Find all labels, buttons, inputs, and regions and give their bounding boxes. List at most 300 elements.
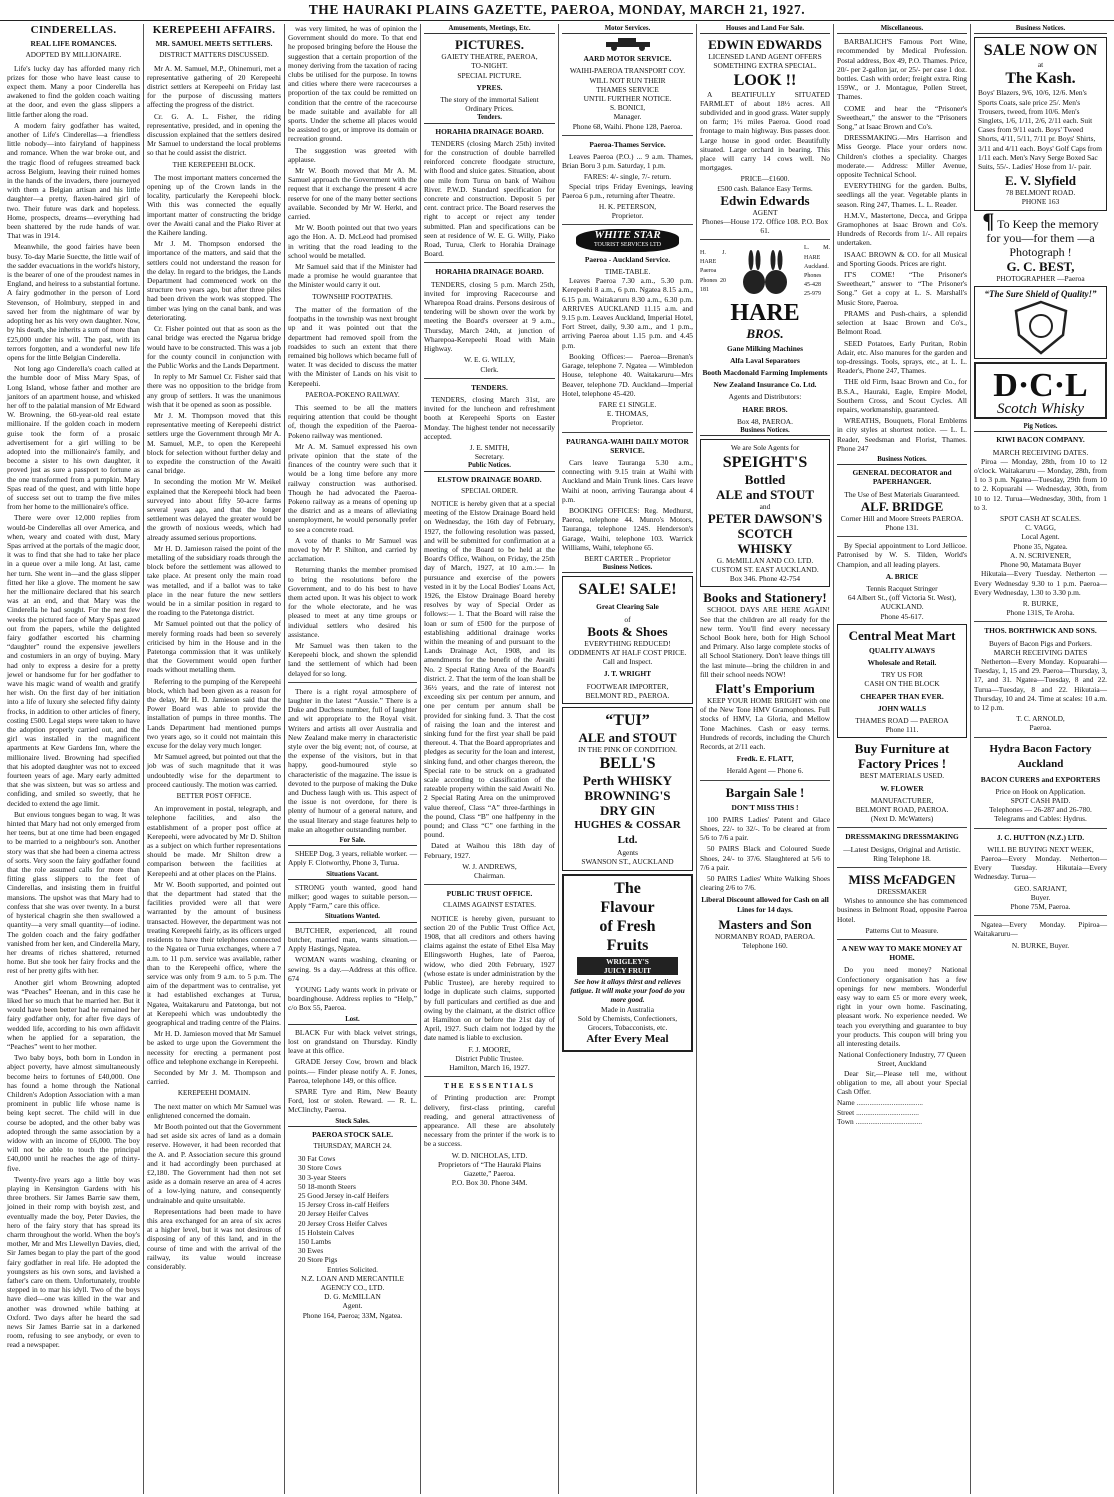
divider [974, 828, 1107, 829]
section-label: Situations Vacant. [288, 870, 417, 880]
hb-line: Alfa Laval Separators [730, 355, 800, 365]
ad-text: WOMAN wants washing, cleaning or sewing. 9s a day.—Address at this office. [288, 955, 417, 974]
hare-icon [734, 248, 796, 296]
borthwick-title: THOS. BORTHWICK AND SONS. [984, 626, 1097, 636]
sale-name: J. T. WRIGHT [603, 669, 652, 679]
divider [837, 827, 967, 828]
decorator-title: GENERAL DECORATOR and PAPERHANGER. [852, 468, 952, 487]
paragraph: Mr H. D. Jamieson moved that Mr Samuel be asked to urge upon the Government the necessity for erecting a permanent post office and telephone exchange in Kerepeehi. [147, 1029, 281, 1066]
sale-of: of [624, 614, 631, 624]
paragraph: Cr. G. A. L. Fisher, the riding representative, presided, and in opening the discussion explained that the settlers desired Mr Samuel to understand the local problems so that he could assist the district. [147, 111, 281, 158]
pt-body: Leaves Paeroa (P.O.) ... 9 a.m. Thames, Brian Boru 3 p.m. Saturday, 1 p.m. [562, 152, 693, 171]
notice-role: District Public Trustee. [455, 1053, 524, 1063]
newway-body: Do you need money? National Confectionery organisation has a few openings for new members. Wonderful easy way to earn £5 or more every week, right in your own home. Fascinating, pleasant work. No experience needed. We teach you everything and guarantee to buy your products. This coupon will bring you all interesting details. [837, 965, 967, 1049]
paragraph: Cr. Fisher pointed out that as soon as the canal bridge was erected the Ngarua bridge would have to be constructed. This was a job for the county council in conjunction with the Public Works and the Lands Department. [147, 324, 281, 370]
paragraph: This seemed to be all the matters requiring attention that could be thought of, though the expedition of the Paeroa-Pokeno railway was mentioned. [288, 402, 417, 440]
hb-line: Gane Milking Machines [727, 343, 803, 353]
column-miscellaneous [834, 24, 971, 1494]
aard-line: WILL NOT RUN THEIR [589, 75, 666, 85]
dcl-sub: Scotch Whisky [996, 401, 1085, 418]
wrigleys-ad [562, 874, 693, 1053]
furniture-title: Buy Furniture at Factory Prices ! [854, 741, 950, 772]
mcfadgen-cut: Patterns Cut to Measure. [865, 925, 939, 935]
printing-body: of Printing production are: Prompt delivery, first-class printing, careful reading, and general attractiveness of appearance. All these are absolutely necessary from the printer if the work is to be a success. [424, 1093, 555, 1149]
hb-line: Booth Macdonald Farming Implements [702, 368, 828, 378]
misc-ad: SEED Potatoes, Early Puritan, Robin Adair, etc. Also manures for the garden and top-dressings. Tools, sprays, etc., at L. L. Reader's, Phone 247, Thames. [837, 338, 967, 376]
section-label: Lost. [288, 1015, 417, 1025]
sp-line: ALE and STOUT [715, 486, 815, 502]
sale-call: Call and Inspect. [602, 657, 653, 667]
sp-addr: CUSTOM ST. EAST AUCKLAND. [711, 564, 819, 574]
wr-brand: WRIGLEY'S [606, 956, 649, 966]
stock-item: 25 Good Jersey in-calf Heifers [298, 1190, 389, 1200]
ws-brand: WHITE STAR [594, 229, 661, 242]
printing-role: Proprietors of “The Hauraki Plains Gazette,” Paeroa. [437, 1159, 542, 1178]
classified-ad: BUTCHER, experienced, all round butcher, married man, wants situation.—Apply Hastings, Ngatea. [288, 925, 417, 954]
newway-title: A NEW WAY TO MAKE MONEY AT HOME. [841, 944, 963, 963]
paragraph: Not long ago Cinderella's coach called at the humble door of Miss Mary Spas, of Long Island, whose father and mother are janitors of an apartment house, and whisked her off to the palatial mansion of Mr Edward W. Browning, the 60-year-old real estate millionaire. If the golden coach in modern guise took the form of a prosaic advertisement for a girl willing to be adopted into the millionaire's family, and become a sister to his own daughter, it proved just as sure a passport to fortune as the one transformed from a pumpkin. Mary Spas read of the quest, and with little hope of success set out to tramp the five miles from her home to the millionaire's office. [7, 364, 140, 512]
browning-sub: DRY GIN [599, 803, 656, 819]
borthwick-body: Netherton—Every Monday. Kopuarahi—Tuesday, 1, 15 and 29. Paeroa—Thursday, 3, 17, and 31. Ngatea—Tuesday, 8 and 22. Turua—Tuesday, 8 and 22. Hikutaia—Thursday, 10 and 24. Time at scales: 10 a.m. to 12 p.m. [974, 656, 1107, 712]
kiwi2-sign: R. BURKE, [1022, 598, 1059, 608]
shield-tag: “The Sure Shield of Quality!” [984, 288, 1097, 299]
aard-line: THAMES SERVICE [596, 84, 659, 94]
sale-odd: ODDMENTS AT HALF COST PRICE. [568, 647, 687, 657]
borthwick-dates: MARCH RECEIVING DATES [993, 647, 1088, 657]
tender-title: HORAHIA DRAINAGE BOARD. [435, 267, 544, 277]
divider [562, 224, 693, 225]
books-title: Books and Stationery! [703, 590, 827, 606]
car-icon [598, 37, 658, 51]
photo-title-text: To Keep the memory for you—for them —a Photograph ! [986, 216, 1099, 259]
masters-name: Masters and Son [718, 916, 812, 932]
divider [562, 432, 693, 433]
flatts-title: Flatt's Emporium [715, 680, 815, 696]
misc-ad: EVERYTHING for the garden. Bulbs, seedlings all the year. Vegetable plants in season. Ring 247, Thames. L. L. Reader. [837, 181, 967, 209]
hc-title: HUGHES & COSSAR Ltd. [574, 819, 681, 847]
ws-body: Leaves Paeroa 7.30 a.m., 5.30 p.m. Kerepeehi 8 a.m., 6 p.m. Ngatea 8.15 a.m., 6.15 p.m. Waitakaruru 8.30 a.m., 6.30 p.m. ARRIVES AUCKLAND 11.15 a.m. and 9.15 p.m. Leaves Auckland, Imperial Hotel, Fort Street, daily, 9.30 a.m., and 1 p.m., arriving Paeroa about 1.15 p.m. and 4.45 p.m. [562, 276, 693, 350]
sp-name: SPEIGHT'S [722, 453, 808, 471]
pilcrow-icon: ¶ [982, 207, 995, 233]
dcl-logo: D·C·L [993, 367, 1088, 405]
divider [424, 262, 555, 263]
hydra-title: Hydra Bacon Factory Auckland [989, 742, 1092, 770]
shield-icon [1011, 299, 1071, 355]
stringer-body: By Special appointment to Lord Jellicoe. Patronised by W. S. Tilden, World's Champion, and all leading players. [837, 541, 967, 569]
photo-role: PHOTOGRAPHER —Paeroa [996, 273, 1085, 283]
sale-sub: Great Clearing Sale [596, 602, 659, 612]
masthead: THE HAURAKI PLAINS GAZETTE, PAEROA, MONDAY, MARCH 21, 1927. [0, 0, 1114, 21]
tui-ad [562, 707, 693, 871]
article-subtitle: REAL LIFE ROMANCES. [30, 39, 117, 49]
sp-line: We are Sole Agents for [730, 443, 800, 453]
pw-body: Cars leave Tauranga 5.30 a.m., connecting with 9.15 train at Waihi with Auckland and Main Trunk lines. Cars leave Waihi at noon, arriving Tauranga about 4 p.m. [562, 457, 693, 504]
paragraph: The matter of the formation of the footpaths in the township was next brought up and it was pointed out that the department had removed spoil from the roadsides to such an extent that there remained big hollows which became full of water. It was decided to discuss the matter with the Minister of Lands on his visit to Kerepeehi. [288, 304, 417, 388]
flower-addr: BELMONT ROAD, PAEROA. [855, 805, 949, 815]
hydra-sub: BACON CURERS and EXPORTERS [980, 774, 1101, 784]
stringer-phone: Phone 45-617. [880, 611, 924, 621]
ws-book: Booking Offices:— Paeroa—Brenan's Garage, telephone 7. Ngatea — Wimbledon House, telephone 40. Waitakaruru—Mrs Beaver, telephone 7D. Auckland—Imperial Hotel, telephone 45-420. [562, 351, 693, 398]
column-continued [285, 24, 421, 1494]
column-business-pigs [971, 24, 1110, 1494]
kash-name: The Kash. [1005, 70, 1076, 88]
gum-pack-icon [577, 957, 678, 975]
hydra-body: Price on Hook on Application. [995, 786, 1086, 796]
paragraph: Mr Samuel was then taken to the Kerepeehi block, and shown the splendid land the settlement of which had been delayed for so long. [288, 641, 417, 678]
paragraph: Life's lucky day has afforded many rich prizes for those who have least cause to expect them. Many a poor Cinderella has awakened to find the golden coach waiting at the door, and even the glass slippers a little farther along the road. [7, 63, 140, 119]
subheading: THE KEREPEEHI BLOCK. [172, 160, 256, 169]
paragraph: Mr J. M. Thompson endorsed the importance of the matters, and said that the settlers could not understand the reason for the delay. In regard to the bridges, the Lands Department had commenced work on the structure two years ago, but after three piles had been driven the work was stopped. The timber was lying on the canal bank, and was deteriorating. [147, 239, 281, 322]
divider [700, 239, 830, 240]
wr-t4: Fruits [606, 936, 649, 954]
article-title: KEREPEEHI AFFAIRS. [152, 24, 276, 36]
divider [288, 682, 417, 683]
look: LOOK !! [733, 71, 797, 89]
last-sign: N. BURKE, Buyer. [1011, 940, 1070, 950]
printing-title: THE ESSENTIALS [443, 1081, 536, 1091]
paragraph: There is a right royal atmosphere of laughter in the latest “Aussie.” There is a Duke and Duchess number, full of laughter and wit appropriate to the Royal visit. Writers and artists all over Australia and New Zealand make merry in characteristic style over the big event; not, of course, at the expense of the visitors, but in that happy, good-humoured style so characteristic of the magazine. The issue is devoted to the purpose of making the Duke and Duchess laugh with us. This aspect of the issue is not overdone, for there is plenty of humour of a general nature, and the usual literary and stage features help to make an altogether outstanding number. [288, 686, 417, 834]
kiwi-body: Piroa — Monday, 28th, from 10 to 12 o'clock. Waitakaruru — Monday, 28th, from 1 to 3 p.m. Ngatea—Tuesday, 29th from 10 to 2. Kopuarahi — Wednesday, 30th, from 10 to 12. Turua—Wednesday, 30th, from 1 to 3. [974, 456, 1107, 512]
stock-item: 20 Jersey Heifer Calves [298, 1209, 369, 1219]
ad-ref: 674 [288, 973, 300, 983]
article-subtitle: DISTRICT MATTERS DISCUSSED. [159, 51, 269, 60]
cm-sub: QUALITY ALWAYS [869, 645, 935, 655]
stock-item: 150 Lambs [298, 1236, 332, 1246]
photo-name: G. C. BEST, [1006, 258, 1075, 274]
hb-left: H. J. HARE Paeroa Phones 20 181 [700, 250, 726, 293]
hare-header [700, 244, 830, 299]
classified-ad: GRADE Jersey Cow, brown and black points.— Finder please notify A. F. Jones, Paeroa, telephone 149, or this office. [288, 1057, 417, 1085]
books-body: SCHOOL DAYS ARE HERE AGAIN! See that the children are all ready for the new term. You'll find every necessary School Book here, both for High School and Primary. Also large complete stocks of all School Stationery. Don't leave things till the last minute—bring the children in and fill their school needs NOW! [700, 605, 830, 679]
newway-co: National Confectionery Industry, 77 Queen Street, Auckland [838, 1050, 966, 1069]
stock-item: 15 Holstein Calves [298, 1227, 355, 1237]
bargain-item: 50 PAIRS Ladies' White Walking Shoes clearing 2/6 to 7/6. [700, 873, 830, 893]
divider [974, 621, 1107, 622]
aard-role: Manager. [613, 112, 642, 122]
sale-reduced: EVERYTHING REDUCED! [584, 638, 671, 648]
flower-name: W. FLOWER [880, 783, 924, 793]
slyfield-phone: PHONE 163 [1021, 197, 1060, 207]
cm-name: JOHN WALLS [877, 703, 927, 713]
section-label: Situations Wanted. [288, 912, 417, 922]
hb-name: HARE BROS. [742, 404, 788, 414]
section-label: Tenders. [424, 113, 555, 123]
mcfadgen-name: MISS McFADGEN [848, 872, 956, 888]
ee2-role: AGENT [752, 207, 778, 217]
divider [424, 1076, 555, 1077]
hutton-body: Paeroa—Every Monday. Netherton—Every Tuesday. Hikutaia—Every Wednesday. Turua— [974, 853, 1107, 882]
coupon-street-label: Street [837, 1107, 855, 1117]
misc-ad: ISAAC BROWN & CO. for all Musical and Sporting Goods. Prices are right. [837, 249, 967, 268]
kiwi2-body: Hikutaia—Every Tuesday. Netherton — Every Wednesday 9.30 to 1 p.m. Paeroa—Every Wednesday, 1.30 to 3.30 p.m. [974, 569, 1107, 597]
aard-line: WAIHI-PAEROA TRANSPORT COY. [569, 66, 686, 76]
decorator-phone: Phone 131. [885, 522, 919, 532]
kiwi2-name: A. N. SCRIVENER, [1010, 550, 1071, 560]
flatts-body: KEEP YOUR HOME BRIGHT with one of the New Tone HMV Gramophones. Full stocks of HMV, La Gloria, and Mellow Tone Machines. Cash or easy terms. Hundreds of records, including the Church Records, at 2/11 each. [700, 695, 830, 751]
kash-ad [974, 37, 1107, 210]
sale-addr: BELMONT RD., PAEROA. [585, 690, 670, 700]
look-body: A BEATIFULLY SITUATED FARMLET of about 18½ acres. All subdivided and in good grass. Water supply on farm; 1½ miles Paeroa. Good road frontage to main highway. Bus passes door. Large house in good order. Beautifully situated. Large orchard in bearing. This place will carry 14 cows well. No mortgages. [700, 89, 830, 173]
divider [700, 780, 830, 781]
pictures-prices: Ordinary Prices. [465, 104, 514, 114]
classified-ad: SHEEP Dog, 3 years, reliable worker. — Apply F. Clotworthy, Phone 3, Turua. [288, 849, 417, 868]
column-houses-land [697, 24, 834, 1494]
look-price: PRICE—£1600. [740, 174, 790, 184]
pt-sign: H. K. PETERSON, [598, 202, 657, 212]
dressmaking-phone: Ring Telephone 18. [873, 853, 931, 863]
cm-title: Central Meat Mart [848, 627, 956, 643]
classified-ad: YOUNG Lady wants work in private or boardinghouse. Address replies to “Help,” c/o Box 55, Paeroa. [288, 984, 417, 1013]
borthwick-sub: Buyers of Bacon Pigs and Porkers. [988, 638, 1093, 648]
white-star-logo [576, 229, 679, 251]
cm-road: THAMES ROAD — PAEROA [855, 716, 949, 725]
coupon-town-label: Town [837, 1116, 854, 1126]
cm-cheap: CHEAPER THAN EVER. [860, 691, 944, 701]
sp-pd2: SCOTCH [737, 525, 793, 541]
flower-role: MANUFACTURER, [870, 795, 934, 805]
pictures-night: TO-NIGHT. [471, 61, 508, 71]
speights-ad [700, 439, 830, 587]
paragraph: The suggestion was greeted with applause. [288, 145, 417, 164]
hydra-phone: Telephones — 26-287 and 26-780. Telegrams and Cables: Hydrus. [989, 805, 1092, 824]
shield-ad [974, 286, 1107, 359]
ws-sign: E. THOMAS, [606, 409, 649, 419]
sale-goods: Boots & Shoes [587, 623, 668, 639]
stock-item: 15 Jersey Cross in-calf Heifers [298, 1200, 390, 1210]
cm-cash: CASH ON THE BLOCK [864, 679, 940, 689]
flatts-sign: Fredk. E. FLATT, [736, 754, 794, 764]
column-motor-services [559, 24, 697, 1494]
coupon-name-field[interactable]: Name .................................... [837, 1098, 924, 1108]
paragraph: Mr Samuel pointed out that the policy of merely forming roads had been so severely criticised by him in the House and in the Patetonga commission that it was unlikely that the Government would open further roads without metalling them. [147, 619, 281, 675]
stock-item: 30 Ewes [298, 1246, 324, 1256]
stringer-name: A. BRICE [885, 571, 919, 581]
paragraph: Mr J. M. Thompson moved that this representative meeting of Kerepeehi district settlers urge the Government through Mr A. M. Samuel, M.P., to open the Kerepeehi block for selection without further delay and to expedite the construction of the Awaiti canal bridge. [147, 410, 281, 476]
section-label: For Sale. [288, 836, 417, 846]
tender-body: TENDERS, closing 5 p.m. March 25th, invited for improving Racecourse and Wharepoa Road drains. Persons desirous of tendering will be shown over the work by meeting the Board's overseer at 9 a.m., Thursday, March 24th, at junction of Wharepoa-Kerepeehi Road with Main Highway. [424, 279, 555, 354]
tender-sign: J. E. SMITH, [469, 442, 510, 452]
wr-t3: of Fresh [599, 917, 656, 935]
tender-role: Secretary. [474, 452, 505, 462]
sp-pd3: WHISKY [737, 540, 793, 556]
section-label: Stock Sales. [288, 1117, 417, 1127]
notice-date: Hamilton, March 16, 1927. [449, 1062, 530, 1072]
paragraph: Mr W. Booth supported, and pointed out that the department had stated that the facilities provided were all that were warranted by the amount of business transacted. However, the department was not treating Kerepeehi fairly, as its officers urged residents to have their telephones connected to the Ngatea or Turua exchanges, where a 7 a.m. to 11 p.m. service was available, rather than to the Kerepeehi office, where the service was only from 9 a.m. to 5 p.m. The aim of the department was to centralise, yet it had established exchanges at Turua, Ngatea, Waitakaruru and Patetonga, but not at Kerepeehi which was undoubtedly the geographical and trading centre of the Plains. [147, 879, 282, 1027]
hc-role: Agents [617, 848, 638, 858]
printing-contact: P.O. Box 30. Phone 34M. [451, 1178, 528, 1188]
ws-fare: FARE £1 SINGLE. [598, 399, 657, 409]
kiwi-title: KIWI BACON COMPANY. [996, 435, 1085, 445]
section-label: Motor Services. [562, 24, 693, 34]
wr-t1: The [614, 879, 641, 897]
hutton-title: J. C. HUTTON (N.Z.) LTD. [996, 832, 1085, 842]
photo-title [974, 207, 1107, 259]
pt-role: Proprietor. [611, 211, 644, 221]
article-subtitle: MR. SAMUEL MEETS SETTLERS. [155, 39, 273, 49]
section-label: Miscellaneous. [837, 24, 967, 34]
tender-role: Clerk. [480, 364, 499, 374]
stock-sale-date: THURSDAY, MARCH 24. [313, 1141, 392, 1150]
bargain-sub: DON'T MISS THIS ! [731, 802, 799, 812]
hutton-sign: GEO. SARJANT, [1014, 883, 1067, 893]
browning: BROWNING'S [584, 788, 671, 804]
masters-phone: Telephone 160. [742, 941, 788, 950]
tender-body: TENDERS, closing March 31st, are invited for the luncheon and refreshment booth at Kerepeehi Sports on Easter Monday. The highest tender not necessarily accepted. [424, 394, 555, 441]
divider [837, 939, 967, 940]
sale-trade: FOOTWEAR IMPORTER, [586, 681, 669, 691]
stock-sale-title: PAEROA STOCK SALE. [312, 1129, 393, 1139]
paragraph: Mr Samuel said that if the Minister had made a promise he would guarantee that the Minister would carry it out. [288, 262, 417, 290]
classified-ad: BLACK Fur with black velvet strings, lost on grandstand on Thursday. Kindly leave at this office. [288, 1027, 417, 1056]
divider [974, 737, 1107, 738]
slyfield-name: E. V. Slyfield [1004, 173, 1077, 189]
wr-t2: Flavour [600, 898, 655, 916]
ee-name: EDWIN EDWARDS [708, 37, 822, 53]
decorator-addr: Corner Hill and Moore Streets PAEROA. [840, 513, 964, 523]
decorator-name: ALF. BRIDGE [860, 498, 944, 514]
notice-subtitle: SPECIAL ORDER. [461, 486, 518, 495]
divider [562, 135, 693, 136]
paragraph: The most important matters concerned the opening up of the Crown lands in the locality, particularly the Kerepeehi block. With this was connected the equally important matter of constructing the bridge over the Awaiti canal and the Piako River at the Kaihere landing. [147, 172, 281, 238]
hb-box: Box 48, PAEROA. [737, 416, 793, 426]
ee2-name: Edwin Edwards [720, 192, 810, 208]
stock-item: 20 Store Pigs [298, 1255, 338, 1265]
bells: BELL'S [599, 755, 656, 773]
aard-line: UNTIL FURTHER NOTICE. [583, 94, 672, 104]
divider [974, 915, 1107, 916]
paragraph: A vote of thanks to Mr Samuel was moved by Mr P. Shilton, and carried by acclamation. [288, 535, 417, 564]
stringer-role: Tennis Racquet Stringer [866, 583, 938, 593]
furniture-best: BEST MATERIALS USED. [859, 771, 945, 781]
tender-body: TENDERS (closing March 25th) invited for the construction of double barrelled reinforced concrete floodgate structure, with flood and sluice gates. Situation, about one mile from Turua on bank of Waihou River. P.W.D. Standard specification for concrete and construction. Deposit 5 per cent. contract price. The Board reserves the right to accept or reject any tender submitted. Plan and specifications can be seen at residence of W. E. G. Willy, Piako Road, Turua, Clerk to Horahia Drainage Board. [424, 138, 555, 259]
wr-after: After Every Meal [586, 1033, 669, 1046]
notice-subtitle: CLAIMS AGAINST ESTATES. [443, 901, 536, 910]
pt-fares: FARES: 4/- single, 7/- return. [583, 172, 672, 182]
divider [424, 378, 555, 379]
hb-brand: HARE [730, 299, 800, 326]
divider [837, 867, 967, 868]
paragraph: Mr Booth pointed out that the Government had set aside six acres of land as a domain reserve. However, it had been recorded that the A. and P. Association secure this ground and it had accordingly been purchased at £2,180. The Government had then not set aside as a domain reserve an area of 4 acres of a low-lying nature, and consequently undrainable and quite unsuitable. [147, 1121, 281, 1205]
section-label: Houses and Land For Sale. [700, 24, 830, 34]
aard-phone: Phone 68, Waihi. Phone 128, Paeroa. [572, 121, 683, 131]
column-kerepeehi [144, 24, 285, 1494]
hutton-sub: WILL BE BUYING NEXT WEEK, [987, 844, 1094, 854]
kash-title: SALE NOW ON [983, 42, 1098, 60]
flower-next: (Next D. McWatters) [870, 814, 934, 824]
classified-ad: STRONG youth wanted, good hand milker; good wages to suitable person.—Apply “Farm,” care this office. [288, 882, 417, 911]
pw-sign: BERT CARTER .. Proprietor [584, 553, 671, 563]
ws-timetable: TIME-TABLE. [604, 267, 651, 277]
last-body: Ngatea—Every Monday. Pipiroa— Waitakaruru— [974, 920, 1107, 939]
paragraph: In seconding the motion Mr W. Meikel explained that the Kerepeehi block had been surveyed into about fifty 50-acre farms several years ago, and that the longer settlement was delayed the greater would be the growth of noxious weeds, which had already assumed serious proportions. [147, 477, 281, 542]
coupon-town-field[interactable]: Town .................................... [837, 1116, 923, 1126]
kiwi2-role2: Phone 131S, Te Aroha. [1006, 608, 1075, 618]
borthwick-sign: T. C. ARNOLD, [1016, 714, 1065, 724]
cm-ws: Wholesale and Retail. [867, 657, 937, 667]
hb-right: L. M. HARE Auckland. Phones 45-428 25-979 [804, 245, 830, 298]
masters-addr: NORMANBY ROAD, PAEROA. [714, 931, 816, 941]
column-amusements-notices [421, 24, 559, 1494]
kiwi-role: Local Agent. [1021, 532, 1060, 542]
hc-addr: SWANSON ST., AUCKLAND [581, 857, 674, 867]
paragraph: Another girl whom Browning adopted was “Peaches” Heenan, and in this case he liked her so much that he married her. But it would have been better had he remained her fairy godfather only, for after five days of wedded life, according to his own affidavit when he applied for a separation, the “Peaches” went to her mother. [7, 977, 140, 1051]
dressmaking-body: —Latest Designs, Original and Artistic. [843, 844, 961, 854]
paragraph: Seconded by Mr J. M. Thompson and carried. [147, 1067, 281, 1087]
tui-sub: ALE and STOUT [578, 729, 677, 745]
stock-item: 30 Store Cows [298, 1163, 342, 1173]
hb-agents: Agents and Distributors: [728, 392, 802, 402]
kiwi-sub: MARCH RECEIVING DATES. [992, 447, 1089, 457]
section-label: Amusements, Meetings, Etc. [424, 24, 555, 34]
paragraph: In reply to Mr Samuel Cr. Fisher said that there was no opposition to the bridge from any group of settlers. It was the unanimous wish that it be opened as soon as possible. [147, 372, 281, 409]
hydra-cash: SPOT CASH PAID. [1010, 795, 1071, 805]
columns [4, 24, 1110, 1494]
kash-at: at [1037, 60, 1044, 70]
kiwi2-head: Phone 35, Ngatea. [1013, 541, 1068, 551]
paragraph: Representations had been made to have this area exchanged for an area of six acres at a higher level, but it was not desirous of disposing of any of this land, and in the course of time and with the arrival of the railway, its value would increase considerably. [147, 1206, 281, 1271]
misc-ad: THE old Firm, Isaac Brown and Co., for B.S.A., Hauraki, Eagle, Empire Model, Southern Cross, and Scout Cycles. All repairs, workmanship, guaranteed. [837, 377, 967, 414]
ee-role: LICENSED LAND AGENT OFFERS SOMETHING EXTRA SPECIAL. [708, 52, 822, 71]
section-label: Public Notices. [424, 461, 555, 471]
subheading: TOWNSHIP FOOTPATHS. [312, 292, 393, 301]
cm-try: TRY US FOR [881, 670, 923, 680]
pictures-film: YPRES. [476, 82, 503, 92]
subheading: KEREPEEHI DOMAIN. [177, 1089, 251, 1098]
coupon-street-field[interactable]: Street .................................. [837, 1107, 919, 1117]
aard-title: AARD MOTOR SERVICE. [583, 54, 672, 64]
section-label: Business Notices. [974, 24, 1107, 34]
stock-item: 20 Jersey Cross Heifer Calves [298, 1218, 388, 1228]
article-title: CINDERELLAS. [30, 24, 117, 36]
notice-dated: Dated at Waihou this 18th day of February, 1927. [424, 841, 555, 860]
notice-body: NOTICE is hereby given that at a special meeting of the Elstow Drainage Board held on Wednesday, the 16th day of February, 1927, the following resolution was passed, and will be submitted for confirmation at a meeting of the Board to be held at the Board's Office, Waihou, on Friday, the 25th day of March, 1927, at 10 a.m.:— In pursuance and exercise of the powers vested in it by the Local Bodies' Loans Act, 1926, the Elstow Drainage Board hereby resolves by way of Special Order as follows:— 1. That the Board will raise the loan or sum of £500 for the purpose of establishing additional drainage works within the meaning of and pursuant to the Lands Drainage Act, 1908, and its amendments for the benefit of the Awaiti No. 2 Special Rating Area of the Board's district. 2. That the term of the loan shall be 36½ years, and the rate of interest not exceeding six per centum per annum, and one per centum per annum shall be provided for sinking fund. 3. That the cost of raising the loan and the interest and sinking fund for the first year shall be paid thereout. 4. That the Board appropriates and pledges as security for the loan and interest, sinking fund, and other charges thereon, the Special rate to be struck on a graduated scale according to classification of the rateable property within the said Awaiti No. 2 Special Rating Area on the unimproved value thereof, Class “A” three-farthings in the pound, Class “B” one halfpenny in the pound; and Class “C” one farthing in the pound. [424, 498, 555, 840]
paragraph: A modern fairy godfather has waited, another of Life's Cinderellas—a friendless little nobody—into fairyland of happiness and romance. When the war broke out, and the tragic flood of refugees streamed back across Belgium, leaving their ruined homes in the hands of the invaders, there journeyed with them a Belgian artisan and his little daughter—a pretty, flaxen-haired girl of two. Their future was dark and hopeless. Home, prospects, dreams—everything had been shattered by the rude hands of war. That was in 1914. [7, 120, 140, 241]
notice-sign: F. J. MOORE, [468, 1044, 511, 1054]
sp-firm: G. McMILLAN AND CO. LTD. [716, 555, 814, 565]
pt-special: Special trips Friday Evenings, leaving Paeroa 6 p.m., returning after Theatre. [562, 181, 693, 200]
paragraph: But envious tongues began to wag. It was hinted that Mary had not only emerged from her teens, but at one time had been engaged to be married to a neighbour's son. Another story was that she had been a cinema actress of sorts. Very soon the fairy godfather found that the role assumed calls for more than fitting glass slippers to the feet of Cinderellas, and insisting them in fruitful mansions. The upshot was that Mary had to confess that she was over twenty. In a burst of hysterical chagrin she then swallowed a quantity—a very small quantity—of iodine. The golden coach and the fairy godfather vanished from her ken, and Cinderella Mary, her dreams of riches shattered, returned home. But she took her fairy frocks and the rest of her pretty gifts with her. [7, 809, 140, 976]
misc-ad: WREATHS, Bouquets, Floral Emblems in city styles at shortest notice. — L. L. Reader, Seedsman and Florist, Thames. Phone 247 [837, 416, 967, 453]
paragraph: Mr H. D. Jamieson raised the point of the metalling of the subsidiary roads through the block before the settlement was allowed to take place. At present only the main road was metalled, and if a ballot was to take place in the near future the new settlers would be in a similar position in regard to the roading to the Patetonga district. [147, 543, 281, 618]
pw-book: BOOKING OFFICES: Reg. Medhurst, Paeroa, telephone 44. Munro's Motors, Tauranga, telephone 124S. Henderson's Garage, Waihi, telephone 103. Warrick Williams, Waihi, telephone 65. [562, 505, 693, 552]
paragraph: was very limited, he was of opinion the Government should do more. To that end he proposed bringing before the House the suggestion that a certain proportion of the money deriving from the taxation of racing clubs be utilised for the purpose. In towns and cities where there were racecourses a proportion of the tax could be remitted on condition that the centre of the racecourse be made suitable and available for all sports. Under the scheme all places would be assisted to get, or improve its domain or recreation ground. [288, 24, 417, 144]
paragraph: Twenty-five years ago a little boy was playing in Kensington Gardens with his three brothers. Sir James Barrie saw them, joined in their romp with boyish zest, and eventually made the boy, Peter Davies, the hero of the fairy story that has spread its charm throughout the world. When the boy's mother, Mr and Mrs Llewellyn Davies, died, Sir James began to play the part of the good fairy godfather in real life. He adopted the youngsters as his own sons, and lavished a father's care on them. Unfortunately, trouble stepped in to mar his idyll. Two of the boys have died—one was killed in the war and another was drowned while bathing at Oxford. Two days after he heard the sad news Sir James Barrie sat in a darkened room, refusing to see anybody, or even to read a newspaper. [7, 1174, 140, 1350]
printing-sign: W. D. NICHOLAS, LTD. [451, 1150, 528, 1160]
aard-sign: S. BONICI, [609, 103, 646, 113]
bargain-disc: Liberal Discount allowed for Cash on all Lines for 14 days. [701, 895, 829, 914]
boot-sale-ad [562, 576, 693, 704]
sp-line: and [759, 501, 771, 511]
stock-phone: Phone 164, Paeroa; 33M, Ngatea. [302, 1310, 403, 1320]
newway-dear: Dear Sir,—Please tell me, without obligation to me, all about your Special Cash Offer. [837, 1068, 967, 1097]
misc-ad: H.M.V., Mastertone, Decca, and Grippa Gramophones at Isaac Brown and Co's. Hundreds of Records from 1/-. All repairs undertaken. [837, 210, 967, 248]
paragraph: Mr Samuel agreed, but pointed out that the job was of such magnitude that it was undoubtedly wise for the department to proceed cautiously. The motion was carried. [147, 752, 281, 789]
stringer-addr: 64 Albert St., (off Victoria St. West), AUCKLAND. [847, 593, 957, 612]
dcl-ad [974, 362, 1107, 419]
ws-sub: TOURIST SERVICES LTD [593, 241, 662, 248]
wr-sold: Sold by Chemists, Confectioners, Grocers, Tobacconists, etc. [577, 1013, 678, 1033]
tui-cond: IN THE PINK OF CONDITION. [577, 744, 677, 754]
paragraph: Mr W. Booth moved that Mr A. M. Samuel approach the Government with the request that it exchange the present 4 acre reserve for one of the many better sections available. Seconded by Mr W. Herkt, and carried. [288, 166, 417, 222]
subheading: BETTER POST OFFICE. [176, 792, 252, 801]
stock-entries: Entries Solicited. [327, 1264, 378, 1274]
pictures-title: PICTURES. [455, 37, 524, 53]
pictures-desc: The story of the immortal Salient [440, 95, 539, 105]
misc-ad: IT'S COME! “The Prisoner's Sweetheart,” answer to “The Prisoner's Song.” Get a copy at L. S. Marshall's Music Store, Paeroa. [837, 270, 967, 307]
section-label: Business Notices. [700, 426, 830, 436]
divider [837, 536, 967, 537]
sp-pd: PETER DAWSON'S [707, 510, 823, 526]
